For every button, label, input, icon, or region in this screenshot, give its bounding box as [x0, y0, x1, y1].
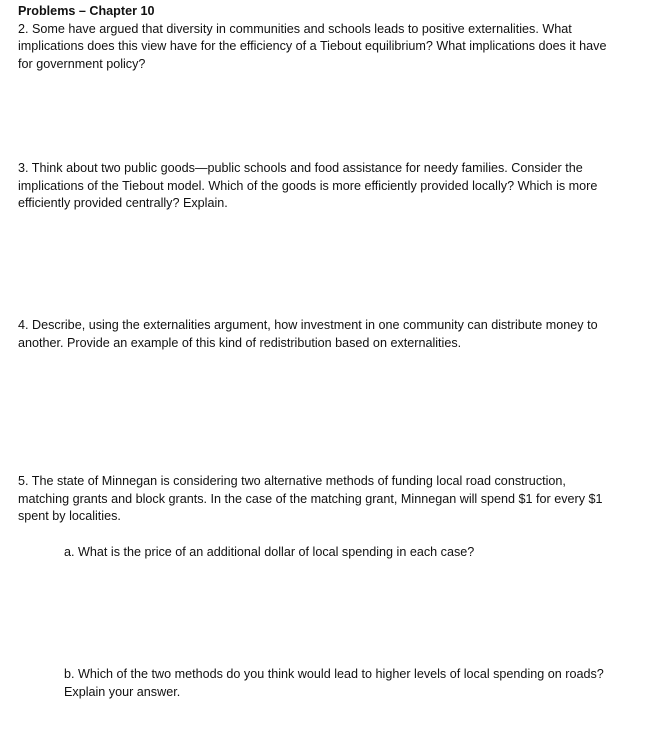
question-5b-text: b. Which of the two methods do you think would lead to higher levels of local spending on roads? Explain your answer.	[64, 667, 604, 699]
page-title: Problems – Chapter 10	[18, 4, 155, 18]
question-4-text: 4. Describe, using the externalities argument, how investment in one community can distribute money to another. Provide an example of this kind of redistribution based on externalities.	[18, 318, 598, 350]
question-5a-text: a. What is the price of an additional dollar of local spending in each case?	[64, 545, 475, 559]
question-3-block	[18, 160, 618, 213]
question-2-text: 2. Some have argued that diversity in communities and schools leads to positive externalities. What implications does this view have for the efficiency of a Tiebout equilibrium? What implications does it have for government policy?	[18, 21, 607, 71]
question-4-block	[18, 317, 618, 352]
question-5-text: 5. The state of Minnegan is considering two alternative methods of funding local road construction, matching grants and block grants. In the case of the matching grant, Minnegan will spend $1 for every $1 spent by localities.	[18, 474, 603, 523]
question-5b-block	[64, 666, 614, 701]
question-5-block	[18, 473, 618, 526]
question-2-block	[18, 3, 618, 73]
question-5a-block	[64, 544, 614, 562]
question-3-text: 3. Think about two public goods—public schools and food assistance for needy families. Consider the implications of the Tiebout model. Which of the goods is more efficiently provided locally? Which is more efficiently provided centrally? Explain.	[18, 161, 598, 210]
